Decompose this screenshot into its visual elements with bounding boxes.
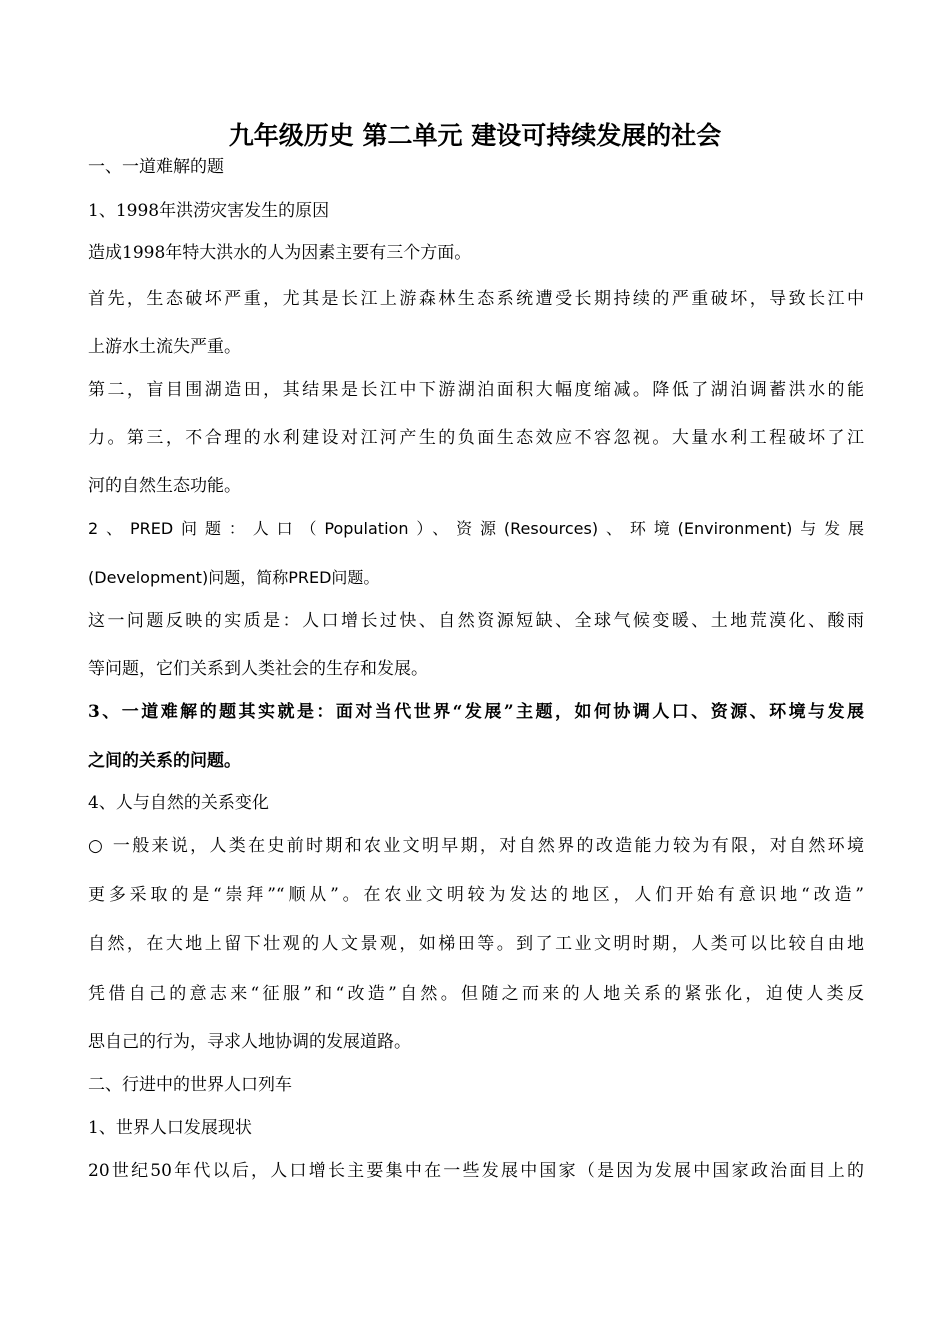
paragraph-line: 第二，盲目围湖造田，其结果是长江中下游湖泊面积大幅度缩减。降低了湖泊调蓄洪水的能 [88,380,864,400]
paragraph-line: 更多采取的是“崇拜”“顺从”。在农业文明较为发达的地区，人们开始有意识地“改造” [88,885,864,905]
subheading-2-1: 1、世界人口发展现状 [88,1118,252,1138]
paragraph-line: 这一问题反映的实质是：人口增长过快、自然资源短缺、全球气候变暖、土地荒漠化、酸雨 [88,611,864,631]
paragraph-line: ○ 一般来说，人类在史前时期和农业文明早期，对自然界的改造能力较为有限，对自然环境 [88,836,864,856]
subheading-1-3: 3、一道难解的题其实就是：面对当代世界“发展”主题，如何协调人口、资源、环境与发展 [88,702,864,722]
paragraph-line: 等问题，它们关系到人类社会的生存和发展。 [88,659,428,679]
paragraph-line: 上游水土流失严重。 [88,337,241,357]
subheading-1-2: 2、PRED问题：人口（Population）、资源(Resources)、环境(Environment)与发展 [88,519,864,538]
subheading-1-1: 1、1998年洪涝灾害发生的原因 [88,201,330,221]
paragraph-line: 自然，在大地上留下壮观的人文景观，如梯田等。到了工业文明时期，人类可以比较自由地 [88,934,864,954]
paragraph-line: 首先，生态破坏严重，尤其是长江上游森林生态系统遭受长期持续的严重破坏，导致长江中 [88,289,864,309]
document-title: 九年级历史 第二单元 建设可持续发展的社会 [228,121,722,150]
paragraph-line: 凭借自己的意志来“征服”和“改造”自然。但随之而来的人地关系的紧张化，迫使人类反 [88,984,864,1004]
paragraph-line: 力。第三，不合理的水利建设对江河产生的负面生态效应不容忽视。大量水利工程破坏了江 [88,428,864,448]
paragraph-line: 造成1998年特大洪水的人为因素主要有三个方面。 [88,243,472,263]
section-heading-2: 二、行进中的世界人口列车 [88,1075,292,1095]
paragraph-line: (Development)问题，简称PRED问题。 [88,568,380,587]
paragraph-line: 河的自然生态功能。 [88,476,241,496]
paragraph-line: 之间的关系的问题。 [88,751,241,771]
paragraph-line: 20世纪50年代以后，人口增长主要集中在一些发展中国家（是因为发展中国家政治面目上的 [88,1161,864,1181]
subheading-1-4: 4、人与自然的关系变化 [88,793,269,813]
section-heading-1: 一、一道难解的题 [88,157,224,177]
paragraph-line: 思自己的行为，寻求人地协调的发展道路。 [88,1032,411,1052]
